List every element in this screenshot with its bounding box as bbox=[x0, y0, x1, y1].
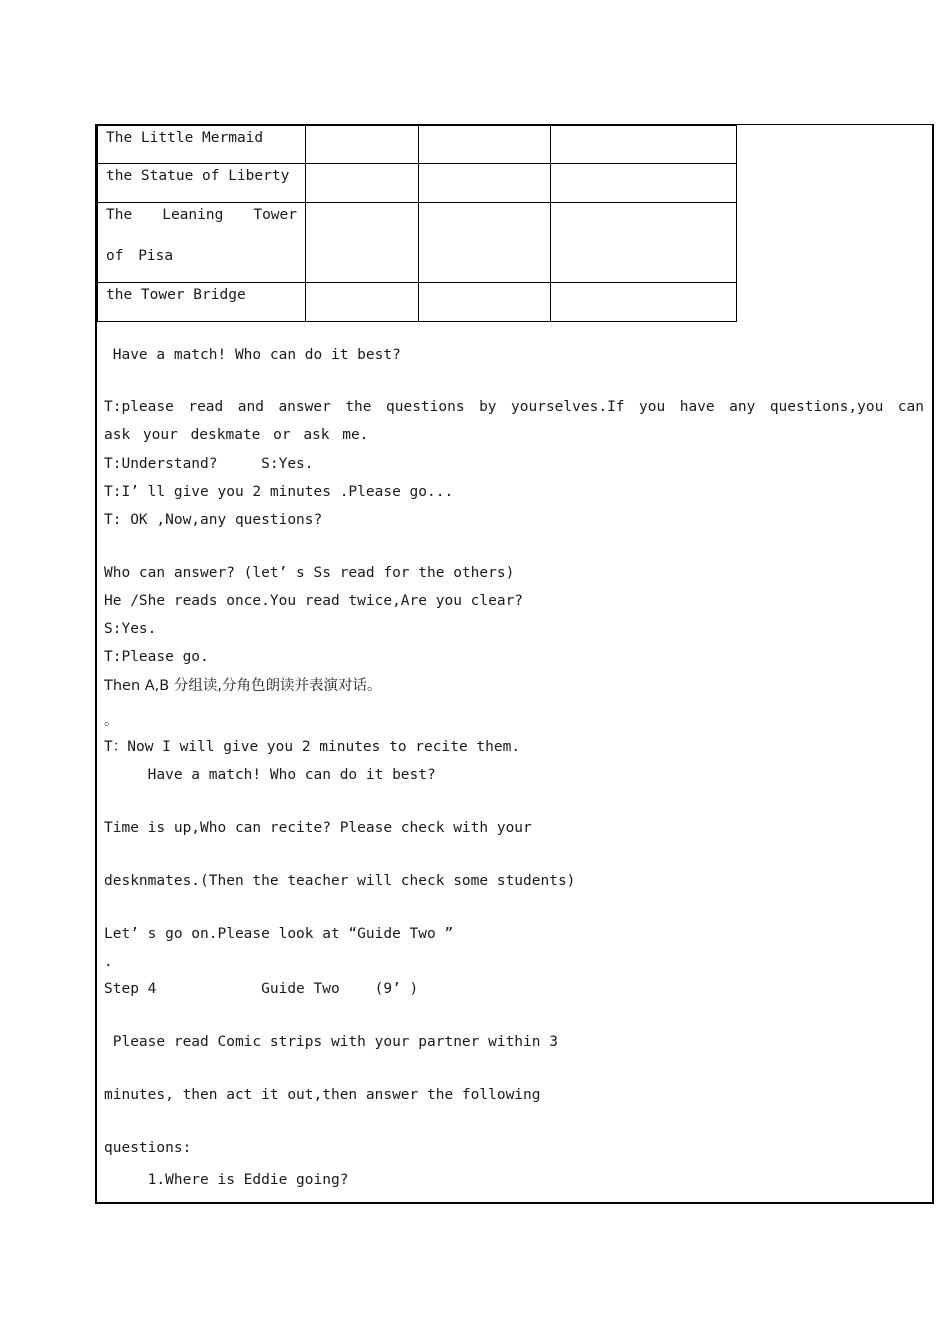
table-cell-empty bbox=[551, 283, 737, 322]
table-row bbox=[98, 283, 737, 322]
dialogue-who-answer: Who can answer? (let’ s Ss read for the others) bbox=[104, 565, 515, 581]
table-cell-empty bbox=[306, 203, 419, 283]
instruction-minutes: minutes, then act it out,then answer the following bbox=[104, 1087, 541, 1103]
dialogue-two-minutes: T:I’ ll give you 2 minutes .Please go... bbox=[104, 484, 454, 500]
step-heading: Step 4 Guide Two (9’ ) bbox=[104, 981, 419, 997]
dialogue-recite: T：Now I will give you 2 minutes to recite them. bbox=[104, 739, 521, 755]
punctuation-dot: . bbox=[104, 954, 113, 970]
table-cell-empty bbox=[551, 164, 737, 203]
table-cell-landmark bbox=[98, 203, 306, 283]
table-cell-landmark: The Little Mermaid bbox=[98, 126, 306, 164]
match-line-2: Have a match! Who can do it best? bbox=[104, 767, 436, 783]
dialogue-please-go: T:Please go. bbox=[104, 649, 209, 665]
question-1: 1.Where is Eddie going? bbox=[104, 1172, 349, 1188]
table-cell-empty bbox=[551, 126, 737, 164]
instruction-read-answer: T:please read and answer the questions by yourselves.If you have any questions,you can ask your deskmate or ask me. bbox=[104, 399, 924, 443]
table-cell-landmark: the Tower Bridge bbox=[98, 283, 306, 322]
table-cell-empty bbox=[306, 164, 419, 203]
dialogue-guide-two: Let’ s go on.Please look at “Guide Two ” bbox=[104, 926, 454, 942]
punctuation-mark: 。 bbox=[104, 713, 119, 729]
instruction-questions: questions: bbox=[104, 1140, 192, 1156]
table-cell-empty bbox=[551, 203, 737, 283]
landmark-name-pisa: The Leaning Tower of Pisa bbox=[106, 207, 297, 264]
table-cell-landmark: the Statue of Liberty bbox=[98, 164, 306, 203]
table-cell-empty bbox=[419, 283, 551, 322]
table-cell-empty bbox=[419, 126, 551, 164]
dialogue-he-she: He /She reads once.You read twice,Are you clear? bbox=[104, 593, 524, 609]
instruction-comic: Please read Comic strips with your partner within 3 bbox=[104, 1034, 558, 1050]
dialogue-understand: T:Understand? S:Yes. bbox=[104, 456, 314, 472]
dialogue-s-yes: S:Yes. bbox=[104, 621, 157, 637]
table-cell-empty bbox=[419, 164, 551, 203]
dialogue-time-up: Time is up,Who can recite? Please check with your bbox=[104, 820, 532, 836]
table-cell-empty bbox=[306, 126, 419, 164]
dialogue-desknmates: desknmates.(Then the teacher will check some students) bbox=[104, 873, 576, 889]
table-row bbox=[98, 126, 737, 164]
dialogue-any-questions: T: OK ,Now,any questions? bbox=[104, 512, 323, 528]
table-row bbox=[98, 203, 737, 283]
match-line: Have a match! Who can do it best? bbox=[104, 347, 401, 363]
table-cell-empty bbox=[419, 203, 551, 283]
landmarks-table bbox=[97, 125, 737, 322]
table-cell-empty bbox=[306, 283, 419, 322]
instruction-group-read: Then A,B 分组读,分角色朗读并表演对话。 bbox=[104, 678, 382, 694]
